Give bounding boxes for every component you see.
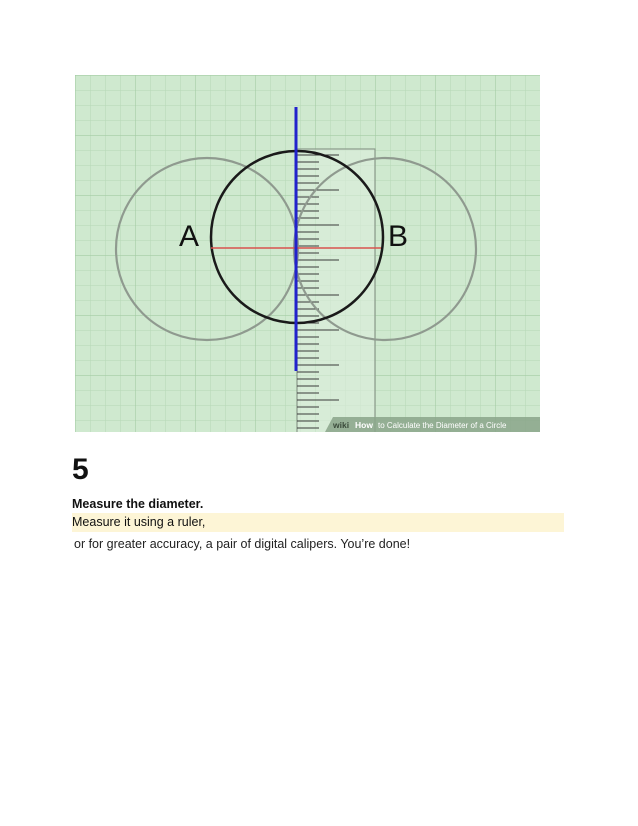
watermark-caption: to Calculate the Diameter of a Circle [378, 421, 507, 430]
step-body-text: or for greater accuracy, a pair of digital calipers. You’re done! [74, 537, 411, 551]
diameter-diagram [75, 75, 540, 432]
label-a: A [179, 220, 200, 253]
watermark-bar [325, 417, 540, 432]
step-number: 5 [72, 453, 89, 486]
watermark-brand: wiki [333, 420, 350, 430]
step-illustration [75, 75, 540, 432]
watermark-brand-suffix: How [355, 420, 373, 430]
label-b: B [388, 220, 409, 253]
step-highlighted-text: Measure it using a ruler, [72, 513, 564, 532]
step-title: Measure the diameter. [72, 497, 204, 511]
